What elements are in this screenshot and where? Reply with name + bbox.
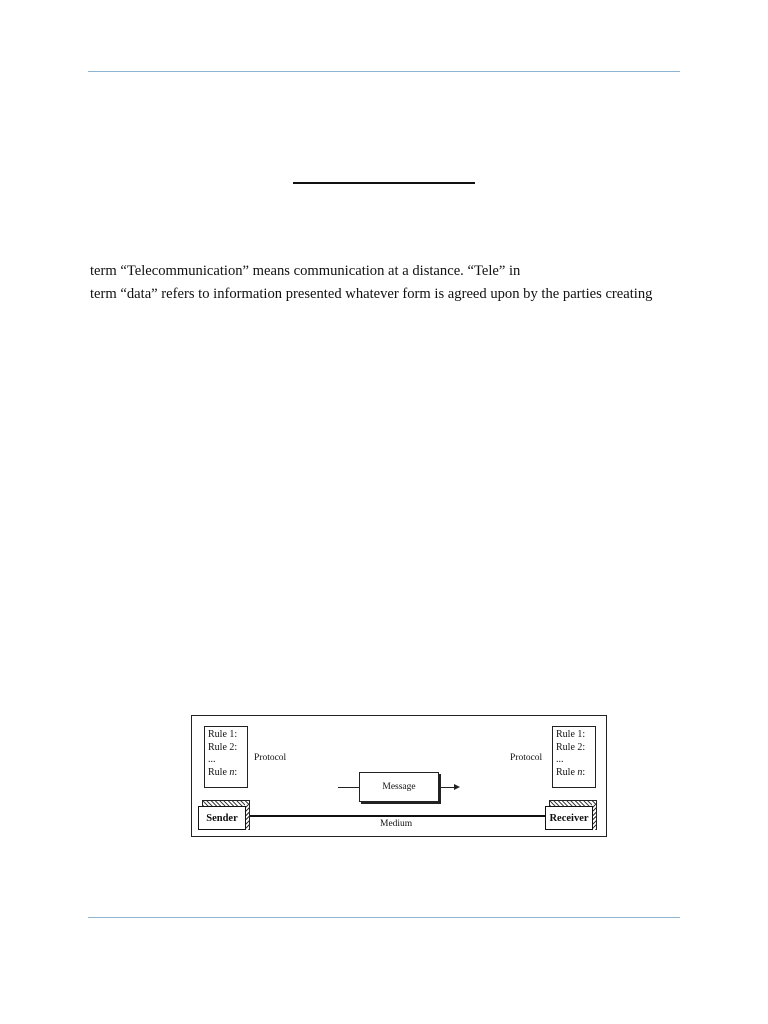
title-underline xyxy=(293,182,475,184)
protocol-label-right: Protocol xyxy=(510,753,543,763)
medium-label: Medium xyxy=(380,819,413,829)
sender-label: Sender xyxy=(198,806,246,830)
communication-model-diagram xyxy=(191,715,607,837)
sender-rule-n: Rule n: xyxy=(208,766,238,778)
receiver-rule-2: Rule 2: xyxy=(556,741,586,753)
sender-rule-1: Rule 1: xyxy=(208,729,238,740)
message-line-in xyxy=(338,787,359,788)
sender-node xyxy=(198,800,250,834)
receiver-rules-box xyxy=(552,726,596,788)
receiver-rule-1: Rule 1: xyxy=(556,729,586,740)
receiver-label: Receiver xyxy=(545,806,593,830)
message-line-out xyxy=(441,787,455,788)
arrow-right-icon xyxy=(454,784,460,790)
sender-rule-ellipsis: ... xyxy=(208,754,216,765)
message-box: Message xyxy=(359,772,439,802)
receiver-rule-n: Rule n: xyxy=(556,766,586,778)
body-text-line-1: term “Telecommunication” means communication at a distance. “Tele” in xyxy=(90,263,521,279)
protocol-label-left: Protocol xyxy=(254,753,287,763)
receiver-rule-ellipsis: ... xyxy=(556,754,564,765)
medium-line xyxy=(248,815,546,817)
footer-rule xyxy=(88,917,680,918)
header-rule xyxy=(88,71,680,72)
sender-rules-box xyxy=(204,726,248,788)
receiver-node xyxy=(545,800,597,834)
body-text-line-2: term “data” refers to information presented whatever form is agreed upon by the parties creating xyxy=(90,286,653,302)
sender-rule-2: Rule 2: xyxy=(208,741,238,753)
